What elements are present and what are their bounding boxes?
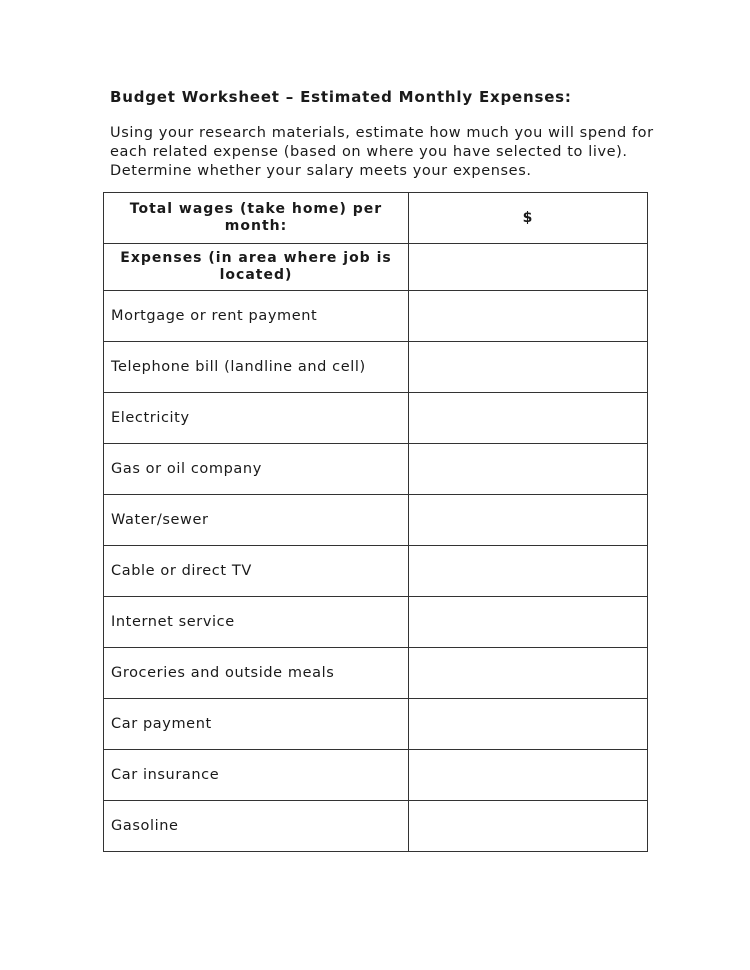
table-row: [104, 597, 648, 648]
table-row: [104, 495, 648, 546]
instructions-line: Determine whether your salary meets your expenses.: [110, 163, 532, 179]
expense-label: Internet service: [104, 597, 409, 648]
expense-amount: [409, 495, 648, 546]
expense-amount: [409, 648, 648, 699]
expense-amount: [409, 801, 648, 852]
table-row: [104, 444, 648, 495]
expense-amount: [409, 699, 648, 750]
expense-amount: [409, 546, 648, 597]
instructions-line: each related expense (based on where you have selected to live).: [110, 144, 628, 160]
table-row: [104, 801, 648, 852]
page-title: Budget Worksheet – Estimated Monthly Expenses:: [110, 88, 572, 106]
total-wages-amount: $: [409, 193, 648, 244]
instructions: [110, 124, 670, 181]
expenses-header-row: [104, 244, 648, 291]
expense-label: Telephone bill (landline and cell): [104, 342, 409, 393]
expense-label: Electricity: [104, 393, 409, 444]
table-row: [104, 546, 648, 597]
table-row: [104, 750, 648, 801]
budget-table: [103, 192, 648, 852]
expenses-header: Expenses (in area where job is located): [104, 244, 409, 291]
expense-label: Mortgage or rent payment: [104, 291, 409, 342]
expense-amount: [409, 750, 648, 801]
expenses-header-blank: [409, 244, 648, 291]
total-wages-label: Total wages (take home) per month:: [104, 193, 409, 244]
expense-label: Gasoline: [104, 801, 409, 852]
expense-amount: [409, 444, 648, 495]
expense-label: Water/sewer: [104, 495, 409, 546]
expense-amount: [409, 291, 648, 342]
table-row: [104, 648, 648, 699]
total-wages-row: [104, 193, 648, 244]
table-row: [104, 393, 648, 444]
instructions-line: Using your research materials, estimate how much you will spend for: [110, 125, 654, 141]
expense-label: Gas or oil company: [104, 444, 409, 495]
table-row: [104, 699, 648, 750]
expense-label: Car insurance: [104, 750, 409, 801]
expense-amount: [409, 597, 648, 648]
table-row: [104, 342, 648, 393]
expense-amount: [409, 342, 648, 393]
table-row: [104, 291, 648, 342]
expense-amount: [409, 393, 648, 444]
expense-label: Groceries and outside meals: [104, 648, 409, 699]
expense-label: Car payment: [104, 699, 409, 750]
expense-label: Cable or direct TV: [104, 546, 409, 597]
